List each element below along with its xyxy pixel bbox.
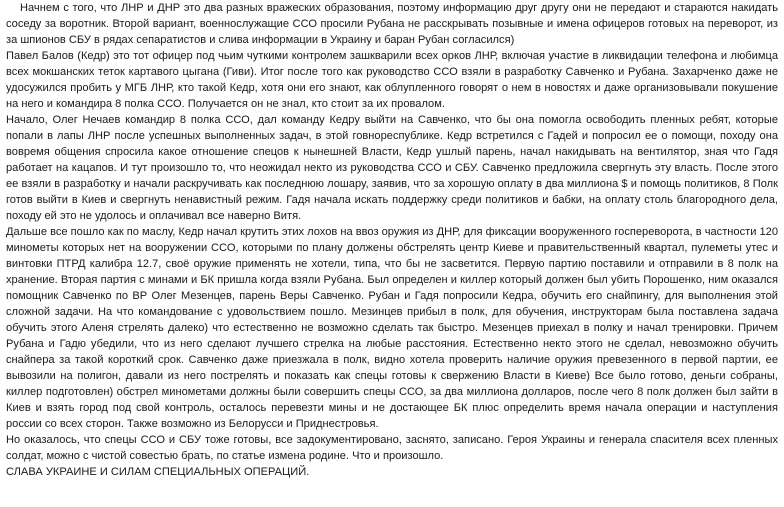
closing-slogan: СЛАВА УКРАИНЕ И СИЛАМ СПЕЦИАЛЬНЫХ ОПЕРАЦИЙ. bbox=[6, 466, 310, 478]
paragraph-kedr: Павел Балов (Кедр) это тот офицер под чьим чуткими контролем зашкварили всех орков ЛНР, включая участие в ликвидации телефона и любимца всех мокшанских теток картавого цыгана (Гиви). Итог после того как руководство ССО взяли в разработку Савченко и Рубана. Захарченко даже не удосужился пробить у МГБ ЛНР, кто такой Кедр, хотя они его знают, как облупленного говорят о нем в новостях и даже организовывали покушение на него и командира 8 полка ССО. Получается он не знал, кто стоит за их провалом. bbox=[6, 50, 778, 110]
paragraph-intro: Начнем с того, что ЛНР и ДНР это два разных вражеских образования, поэтому информацию друг другу они не передают и стараются накидать соседу за воротник. Второй вариант, военнослужащие ССО просили Рубана не расскрывать позывные и имена офицеров готовых на переворот, из за шпионов СБУ в рядах сепаратистов и слива информации в Украину и баран Рубан согласился) bbox=[6, 2, 778, 46]
paragraph-plan: Дальше все пошло как по маслу, Кедр начал крутить этих лохов на ввоз оружия из ДНР, для фиксации вооруженного госпереворота, в частности 120 минометы которых нет на вооружении ССО, которыми по плану должены обстрелять центр Киеве и правительственный квартал, пулеметы утес и винтовки ПТРД калибра 12.7, своё оружие применять не хотели, типа, что бы не засветится. Первую партию поставили и отправили в 8 полк на хранение. Вторая партия с минами и БК пришла когда взяли Рубана. Был определен и киллер который должен был убить Порошенко, ним оказался помощник Савченко по ВР Олег Мезенцев, парень Веры Савченко. Рубан и Гадя попросили Кедра, обучить его снайпингу, для выполнения этой сложной задачи. На что командование с удовольствием пошло. Мезинцев прибыл в полк, для обучения, инструкторам была поставлена задача обучить этого Аленя стрелять далеко) что естественно не возможно сделать так быстро. Мезенцев приехал в полку и начал тренировки. Причем Рубана и Гадю убедили, что из него сделают лучшего стрелка на любые расстояния. Естественно некто этого не сделал, невозможно обучить снайпера за такой короткий срок. Савченко даже приезжала в полк, видно хотела проверить наличие оружия превезенного в первой партии, ее вывозили на полигон, давали из него пострелять и показать как спецы готовы к свержению Власти в Киеве) Все было готово, деньги собраны, киллер подготовлен) обстрел минометами должны были совершить спецы ССО, за два миллиона долларов, после чего 8 полк должен был зайти в Киев и взять город под свой контроль, осталось перевезти мины и не достающее БК плюс определить время начала операции и наступления россии со всех сторон. Также возможно из Белорусси и Приднестровья. bbox=[6, 226, 778, 430]
paragraph-outcome: Но оказалось, что спецы ССО и СБУ тоже готовы, все задокументировано, заснято, записано. Героя Украины и генерала спасителя всех пленных солдат, можно с чистой совестью брать, по статье измена родине. Что и произошло. bbox=[6, 434, 778, 462]
paragraph-beginning: Начало, Олег Нечаев командир 8 полка ССО, дал команду Кедру выйти на Савченко, что бы она помогла освободить пленных ребят, которые попали в лапы ЛНР после успешных выполненных задач, в этой говнореспублике. Кедр встретился с Гадей и попросил ее о помощи, походу она вовремя общения спросила какое отношение спецов к нынешней Власти, Кедр ушлый парень, начал накидывать на вентилятор, зная что Гадя работает на кацапов. И тут произошло то, что неожидал некто из руководства ССО и СБУ. Савченко предложила свергнуть эту власть. После этого ее взяли в разработку и начали раскручивать как последнюю лошару, заявив, что за хорошую оплату в два миллиона $ и помощь политиков, 8 Полк готов выйти в Киев и свергнуть ненавистный режим. Гадя начала искать поддержку среди политиков и бабки, на оплату столь благородного дела, походу ей это не удолось и оплачивал все наверно Витя. bbox=[6, 114, 778, 222]
